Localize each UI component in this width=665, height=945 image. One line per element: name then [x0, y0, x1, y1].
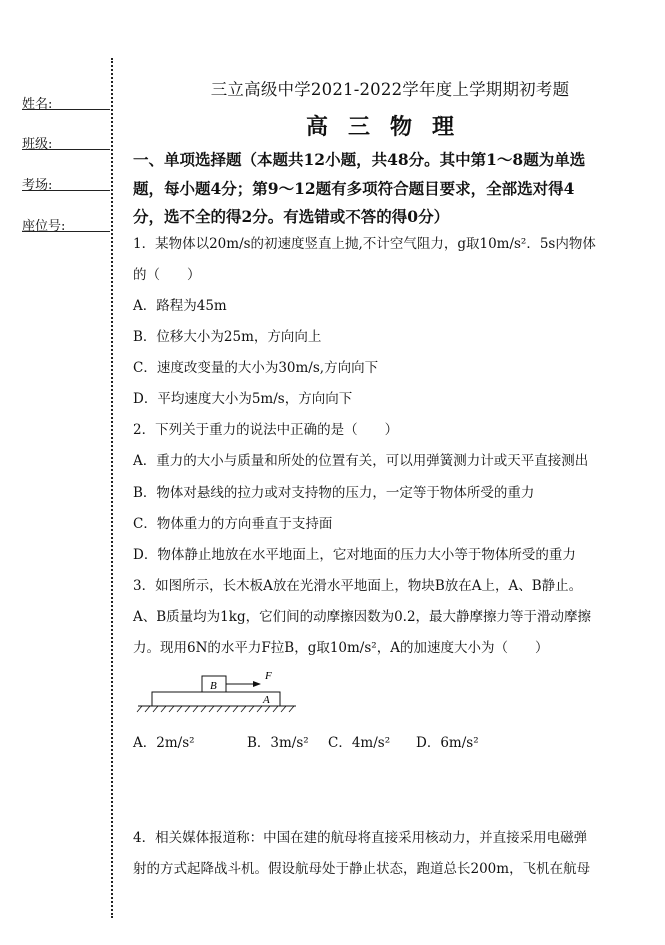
q2-option-a[interactable]: A．重力的大小与质量和所处的位置有关，可以用弹簧测力计或天平直接测出 [133, 453, 589, 469]
q2-option-d[interactable]: D．物体静止地放在水平地面上，它对地面的压力大小等于物体所受的重力 [133, 547, 576, 563]
section-heading [133, 146, 613, 232]
plank-a [152, 692, 280, 706]
q3-stem-line3: 力。现用6N的水平力F拉B，g取10m/s²，A的加速度大小为（ ） [133, 640, 549, 656]
exam-title: 三立高级中学2021-2022学年度上学期期初考题 [210, 80, 570, 99]
seat-label: 座位号: [22, 219, 66, 234]
q1-option-c[interactable]: C．速度改变量的大小为30m/s,方向向下 [133, 360, 379, 376]
q3-stem-line2: A、B质量均为1kg，它们间的动摩擦因数为0.2，最大静摩擦力等于滑动摩擦 [133, 609, 592, 625]
exam-room-field[interactable] [22, 174, 110, 194]
section-heading-line: 一、单项选择题（本题共12小题，共48分。其中第1～8题为单选 [133, 150, 586, 169]
class-label: 班级: [22, 137, 53, 152]
exam-room-underline [22, 190, 110, 191]
name-field[interactable] [22, 93, 110, 113]
q3-option-d[interactable]: D．6m/s² [416, 735, 479, 751]
force-label: F [265, 670, 272, 682]
seat-underline [22, 231, 110, 232]
q4-line1: 4．相关媒体报道称：中国在建的航母将直接采用核动力，并直接采用电磁弹 [133, 830, 588, 846]
name-underline [22, 109, 110, 110]
section-heading-line: 题，每小题4分；第9～12题有多项符合题目要求，全部选对得4 [133, 178, 575, 198]
subject-title: 高三物理 [305, 114, 474, 140]
class-underline [22, 149, 110, 150]
plank-a-label: A [263, 694, 270, 706]
q2-stem: 2．下列关于重力的说法中正确的是（ ） [133, 422, 399, 438]
block-b-label: B [210, 680, 217, 692]
q1-stem-line2: 的（ ） [133, 267, 201, 283]
q3-figure [130, 666, 340, 718]
binding-dotted-line [111, 58, 113, 918]
q1-option-d[interactable]: D．平均速度大小为5m/s，方向向下 [133, 391, 353, 407]
class-field[interactable] [22, 133, 110, 153]
q1-option-b[interactable]: B．位移大小为25m，方向向上 [133, 329, 322, 345]
q1-option-a[interactable]: A．路程为45m [133, 298, 227, 314]
q4-line2: 射的方式起降战斗机。假设航母处于静止状态，跑道总长200m，飞机在航母 [133, 861, 591, 877]
q2-option-c[interactable]: C．物体重力的方向垂直于支持面 [133, 516, 333, 532]
q2-option-b[interactable]: B．物体对悬线的拉力或对支持物的压力，一定等于物体所受的重力 [133, 485, 535, 501]
q3-stem-line1: 3．如图所示，长木板A放在光滑水平地面上，物块B放在A上，A、B静止。 [133, 578, 583, 594]
seat-field[interactable] [22, 215, 110, 235]
ground-hatching [137, 706, 294, 712]
q3-option-a[interactable]: A．2m/s² [133, 735, 195, 751]
q1-stem-line1: 1．某物体以20m/s的初速度竖直上抛,不计空气阻力，g取10m/s²．5s内物体 [133, 236, 596, 252]
section-heading-line: 分，选不全的得2分。有选错或不答的得0分） [133, 207, 450, 226]
q3-option-b[interactable]: B．3m/s² [247, 735, 309, 751]
exam-room-label: 考场: [22, 178, 53, 193]
q3-option-c[interactable]: C．4m/s² [328, 735, 391, 751]
name-label: 姓名: [22, 97, 53, 112]
